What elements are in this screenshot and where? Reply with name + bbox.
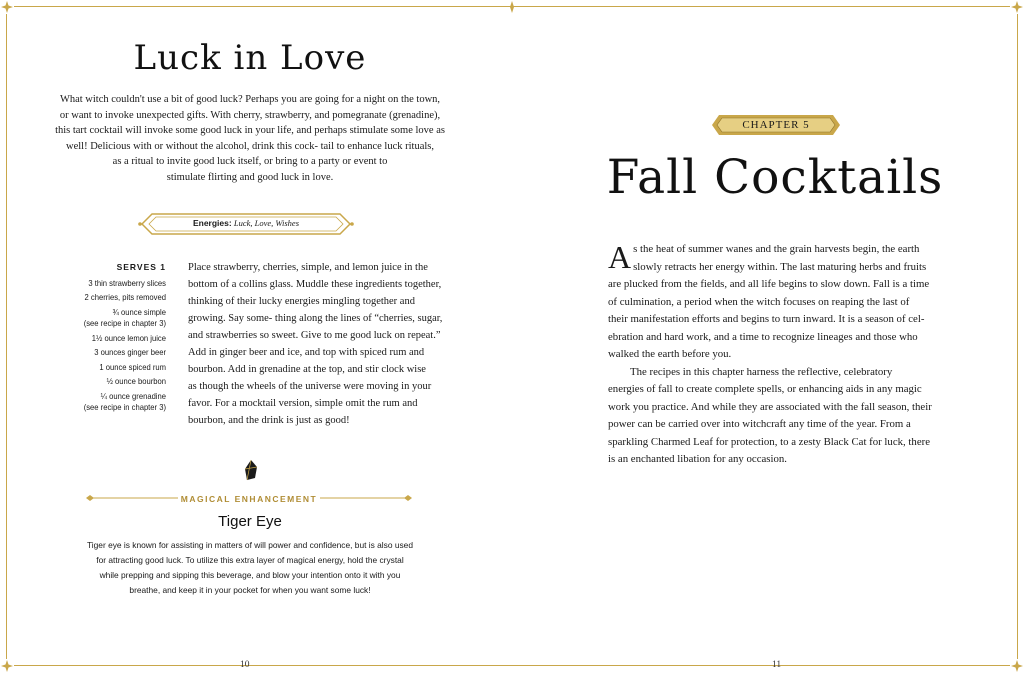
body-line: is an enchanted libation for any occasion.	[608, 453, 787, 465]
body-line: power can be carried over into witchcraft any time of the year. From a	[608, 418, 911, 430]
method-line: as though the wheels of the universe were moving in your	[188, 381, 432, 392]
energies-value: Luck, Love, Wishes	[233, 218, 300, 228]
enhancement-title: Tiger Eye	[218, 513, 282, 530]
body-line: energies of fall to create complete spells, or enhancing aids in any magic	[608, 383, 922, 395]
page-number-right: 11	[772, 660, 782, 670]
enhancement-text	[40, 538, 460, 598]
ingredient-item: 1½ ounce lemon juice	[91, 332, 166, 343]
corner-ornament-icon	[1010, 659, 1024, 673]
corner-ornament-icon	[0, 0, 14, 14]
chapter-title: Fall Cocktails	[606, 150, 944, 205]
frame-left-line	[6, 14, 7, 659]
method-line: and strawberries so sweet. Give to me good luck on repeat.”	[188, 330, 441, 341]
intro-line: stimulate flirting and good luck in love.	[166, 171, 334, 183]
method-line: thinking of their lucky energies mingling together and	[188, 296, 415, 307]
page-number-left: 10	[240, 660, 250, 670]
recipe-method	[188, 259, 466, 429]
right-page	[560, 0, 990, 675]
body-line: are plucked from the fields, and all life begins to slow down. Fall is a time	[608, 278, 930, 290]
enhancement-line: breathe, and keep it in your pocket for when you want some luck!	[129, 585, 371, 595]
chapter-body	[608, 241, 968, 469]
intro-line: or want to invoke unexpected gifts. With cherry, strawberry, and pomegranate (grenadine),	[59, 109, 441, 121]
body-line: work you practice. And while they are associated with the fall season, their	[608, 400, 932, 413]
ingredient-item: 3 ounces ginger beer	[94, 347, 166, 357]
serves-label: SERVES 1	[116, 262, 166, 272]
ingredient-item: 1 ounce spiced rum	[99, 361, 166, 372]
crystal-icon	[243, 459, 259, 486]
body-line: walked the earth before you.	[608, 348, 732, 360]
top-center-ornament-icon	[505, 0, 519, 14]
intro-line: What witch couldn't use a bit of good luck? Perhaps you are going for a night on the town,	[59, 94, 441, 105]
chapter-label: CHAPTER 5	[742, 119, 810, 131]
body-line: ebration and hard work, and a time to recognize lineages and those who	[608, 330, 918, 343]
method-line: favor. For a mocktail version, simple omit the rum and	[188, 398, 418, 409]
enhancement-line: while prepping and sipping this beverage, and blow your intention onto it with you	[99, 570, 401, 580]
method-line: Place strawberry, cherries, simple, and lemon juice in the	[188, 262, 428, 273]
method-line: bottom of a collins glass. Muddle these ingredients together,	[188, 279, 442, 290]
energies-banner	[138, 211, 354, 237]
corner-ornament-icon	[1010, 0, 1024, 14]
body-line: of culmination, a period when the witch focuses on reaping the last of	[608, 295, 910, 308]
ingredient-item: ½ ounce bourbon	[106, 376, 166, 386]
ingredient-item: 2 cherries, pits removed	[84, 292, 166, 302]
ingredient-note: (see recipe in chapter 3)	[83, 318, 166, 328]
method-line: Add in ginger beer and ice, and top with spiced rum and	[188, 347, 425, 358]
body-line: sparkling Charmed Leaf for protection, to a zesty Black Cat for luck, there	[608, 435, 930, 448]
ingredient-item: 3 thin strawberry slices	[88, 277, 166, 288]
chapter-badge	[711, 114, 841, 136]
enhancement-line: for attracting good luck. To utilize this extra layer of magical energy, hold the crystal	[96, 555, 404, 565]
intro-line: well! Delicious with or without the alcohol, drink this cock- tail to enhance luck rituals,	[66, 140, 434, 152]
method-line: bourbon. Add in grenadine at the top, and stir clock wise	[188, 364, 426, 375]
ingredient-item: ¼ ounce grenadine	[100, 390, 166, 401]
recipe-intro	[40, 92, 460, 185]
drop-cap: A	[608, 239, 632, 275]
enhancement-label: MAGICAL ENHANCEMENT	[180, 494, 318, 504]
energies-label: Energies:	[192, 218, 232, 228]
ingredient-note: (see recipe in chapter 3)	[83, 402, 166, 412]
method-line: bourbon, and the drink is just as good!	[188, 415, 350, 426]
left-page	[40, 0, 500, 675]
recipe-title: Luck in Love	[133, 38, 367, 78]
method-line: growing. Say some- thing along the lines of “cherries, sugar,	[188, 313, 443, 324]
ingredient-list	[70, 262, 166, 414]
intro-line: this tart cocktail will invoke some good luck in your life, and perhaps stimulate some love as	[55, 125, 445, 136]
body-line: their manifestation efforts and begins to turn inward. It is a season of cel-	[608, 313, 925, 325]
ingredient-item: ¾ ounce simple	[112, 306, 166, 317]
body-line-first: A s the heat of summer wanes and the grain harvests begin, the earth	[608, 239, 920, 275]
body-line: The recipes in this chapter harness the reflective, celebratory	[630, 365, 893, 378]
enhancement-line: Tiger eye is known for assisting in matters of will power and confidence, but is also used	[86, 540, 413, 550]
frame-right-line	[1017, 14, 1018, 659]
body-line: slowly retracts her energy within. The last maturing herbs and fruits	[633, 260, 927, 273]
intro-line: as a ritual to invite good luck itself, or bring to a party or event to	[112, 156, 388, 167]
corner-ornament-icon	[0, 659, 14, 673]
